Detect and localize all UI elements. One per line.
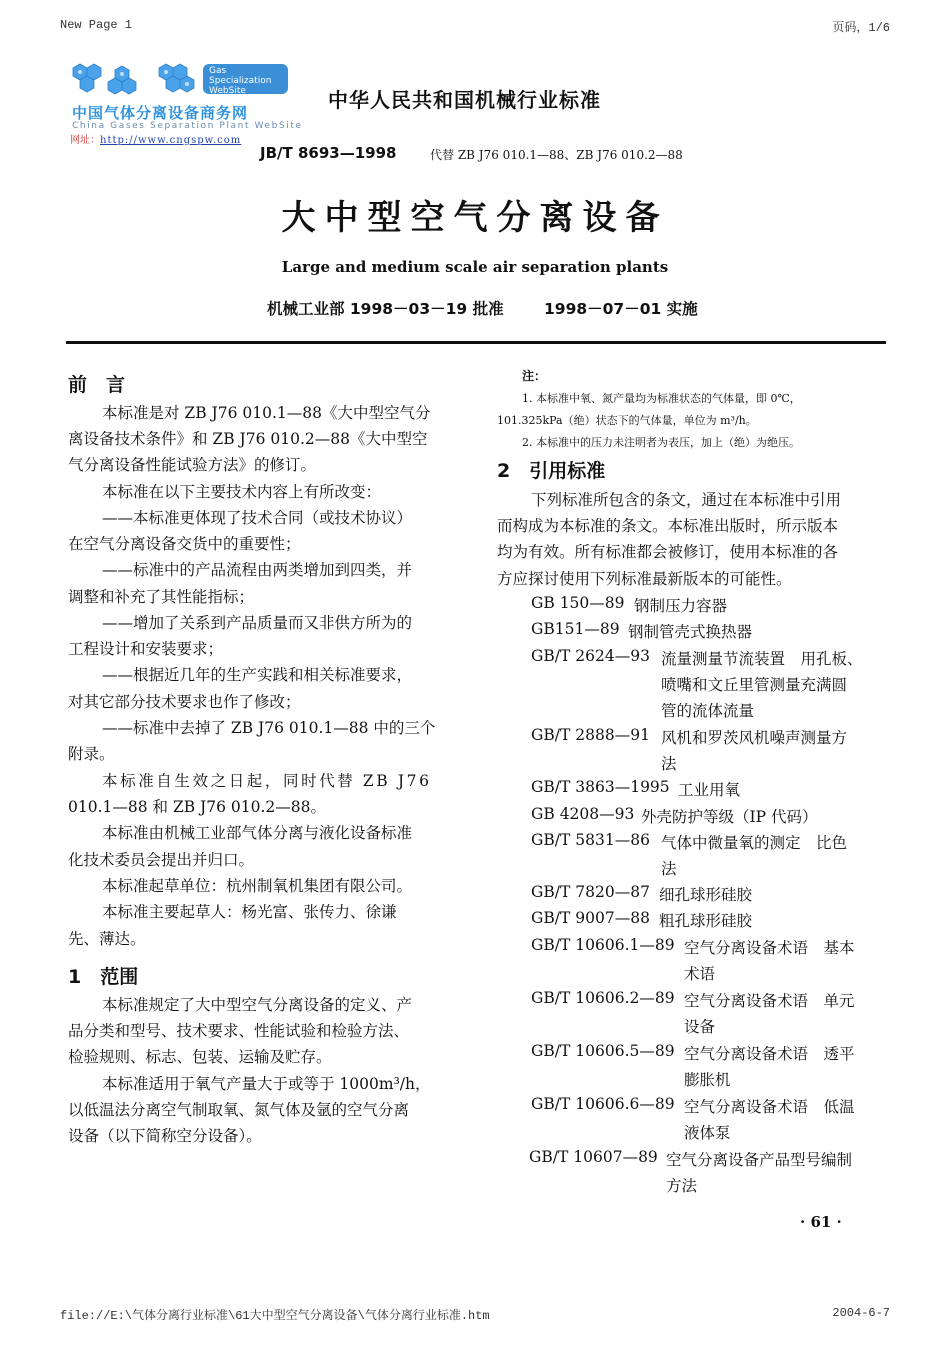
reference-title: 外壳防护等级（IP 代码） [641, 808, 818, 826]
reference-code: GB/T 2888—91 [531, 726, 650, 744]
foreword-line: 本标准在以下主要技术内容上有所改变： [102, 483, 382, 501]
approval-date: 机械工业部 1998－03－19 批准 [267, 300, 504, 318]
print-file-path: file://E:\气体分离行业标准\61大中型空气分离设备\气体分离行业标准.htm [60, 1309, 490, 1323]
replaces-note: 代替 ZB J76 010.1—88、ZB J76 010.2—88 [430, 148, 683, 162]
foreword-line: 本标准主要起草人：杨光富、张传力、徐谦 [102, 903, 397, 921]
reference-title: 法 [661, 755, 677, 773]
foreword-line: 气分离设备性能试验方法》的修订。 [68, 456, 317, 474]
foreword-line: 本标准自生效之日起，同时代替 ZB J76 [102, 772, 432, 790]
page-footer-number: · 61 · [800, 1213, 842, 1231]
scope-line: 检验规则、标志、包装、运输及贮存。 [68, 1048, 332, 1066]
gas-specialization-badge [203, 64, 288, 94]
note-line-2: 101.325kPa（绝）状态下的气体量，单位为 m³/h。 [497, 414, 757, 427]
foreword-line: ——根据近几年的生产实践和相关标准要求， [102, 666, 413, 684]
foreword-line: ——标准中的产品流程由两类增加到四类，并 [102, 561, 413, 579]
reference-code: GB/T 10606.2—89 [531, 989, 675, 1007]
references-heading: 2 引用标准 [497, 460, 606, 482]
foreword-line: 附录。 [68, 745, 115, 763]
reference-title: 膨胀机 [684, 1071, 731, 1089]
reference-title: 喷嘴和文丘里管测量充满圆 [661, 676, 848, 694]
print-date: 2004-6-7 [832, 1306, 890, 1320]
reference-code: GB/T 10606.5—89 [531, 1042, 675, 1060]
reference-code: GB151—89 [531, 620, 620, 638]
reference-title: 气体中微量氧的测定 比色 [661, 834, 848, 852]
foreword-body [0, 400, 475, 960]
reference-code: GB/T 10606.1—89 [531, 936, 675, 954]
foreword-line: ——增加了关系到产品质量而又非供方所为的 [102, 614, 413, 632]
reference-title: 方法 [666, 1177, 698, 1195]
references-intro-line: 而构成为本标准的条文。本标准出版时，所示版本 [497, 517, 839, 535]
reference-code: GB/T 7820—87 [531, 883, 650, 901]
reference-title: 风机和罗茨风机噪声测量方 [661, 729, 848, 747]
foreword-line: 调整和补充了其性能指标； [68, 588, 255, 606]
logo-english-name: China Gases Separation Plant WebSite [72, 121, 303, 131]
standard-number: JB/T 8693—1998 [260, 144, 397, 162]
print-page-number: 页码，1/6 [832, 21, 890, 35]
foreword-line: 010.1—88 和 ZB J76 010.2—88。 [68, 798, 326, 816]
reference-title: 细孔球形硅胶 [659, 886, 753, 904]
hexagon-cluster-icon [70, 62, 210, 100]
foreword-line: 在空气分离设备交货中的重要性； [68, 535, 301, 553]
notes-label: 注： [522, 369, 547, 383]
scope-line: 本标准规定了大中型空气分离设备的定义、产 [102, 996, 413, 1014]
reference-title: 液体泵 [684, 1124, 731, 1142]
note-line-3: 2. 本标准中的压力未注明者为表压，加上（绝）为绝压。 [522, 436, 800, 449]
header-rule [66, 341, 886, 344]
print-page-title: New Page 1 [60, 18, 133, 32]
foreword-line: 离设备技术条件》和 ZB J76 010.2—88《大中型空 [68, 430, 428, 448]
reference-title: 法 [661, 860, 677, 878]
reference-title: 钢制压力容器 [634, 597, 728, 615]
reference-code: GB/T 2624—93 [531, 647, 650, 665]
reference-title: 设备 [684, 1018, 716, 1036]
reference-title: 术语 [684, 965, 716, 983]
reference-code: GB/T 10607—89 [529, 1148, 658, 1166]
foreword-line: 对其它部分技术要求也作了修改； [68, 693, 301, 711]
effective-date: 1998－07－01 实施 [544, 300, 698, 318]
reference-code: GB/T 5831—86 [531, 831, 650, 849]
reference-title: 钢制管壳式换热器 [628, 623, 753, 641]
reference-code: GB/T 9007—88 [531, 909, 650, 927]
site-logo [68, 60, 303, 146]
badge-line-2: Specialization [209, 76, 272, 86]
reference-title: 流量测量节流装置 用孔板、 [661, 650, 863, 668]
references-intro [0, 487, 950, 597]
scope-line: 品分类和型号、技术要求、性能试验和检验方法、 [68, 1022, 410, 1040]
foreword-line: 化技术委员会提出并归口。 [68, 851, 255, 869]
badge-line-3: WebSite [209, 86, 246, 96]
foreword-line: 先、薄达。 [68, 930, 146, 948]
reference-title: 空气分离设备术语 基本 [684, 939, 855, 957]
foreword-heading: 前 言 [68, 374, 126, 396]
reference-title: 空气分离设备术语 单元 [684, 992, 855, 1010]
reference-title: 工业用氧 [678, 781, 741, 799]
scope-line: 以低温法分离空气制取氧、氮气体及氩的空气分离 [68, 1101, 410, 1119]
reference-code: GB/T 3863—1995 [531, 778, 670, 796]
reference-title: 粗孔球形硅胶 [659, 912, 753, 930]
reference-title: 空气分离设备术语 透平 [684, 1045, 855, 1063]
reference-title: 空气分离设备术语 低温 [684, 1098, 855, 1116]
url-label: 网址： [70, 135, 100, 146]
note-line-1: 1. 本标准中氧、氮产量均为标准状态的气体量，即 0℃， [522, 392, 801, 405]
badge-line-1: Gas [209, 66, 227, 76]
scope-heading: 1 范围 [68, 966, 139, 988]
reference-title: 管的流体流量 [661, 702, 755, 720]
site-url-link[interactable]: http://www.cngspw.com [100, 135, 242, 146]
reference-title: 空气分离设备产品型号编制 [666, 1151, 853, 1169]
logo-url-line [70, 131, 241, 146]
foreword-line: 本标准由机械工业部气体分离与液化设备标准 [102, 824, 413, 842]
references-intro-line: 下列标准所包含的条文，通过在本标准中引用 [531, 491, 842, 509]
foreword-line: ——本标准更体现了技术合同（或技术协议） [102, 509, 413, 527]
scope-line: 本标准适用于氧气产量大于或等于 1000m³/h， [102, 1075, 431, 1093]
foreword-line: 本标准起草单位：杭州制氧机集团有限公司。 [102, 877, 413, 895]
reference-code: GB/T 10606.6—89 [531, 1095, 675, 1113]
references-intro-line: 方应探讨使用下列标准最新版本的可能性。 [497, 570, 792, 588]
standard-body: 中华人民共和国机械行业标准 [328, 88, 601, 112]
scope-line: 设备（以下简称空分设备）。 [68, 1127, 262, 1145]
foreword-line: ——标准中去掉了 ZB J76 010.1—88 中的三个 [102, 719, 436, 737]
english-title: Large and medium scale air separation plants [281, 258, 669, 276]
foreword-line: 本标准是对 ZB J76 010.1—88《大中型空气分 [102, 404, 431, 422]
reference-code: GB 4208—93 [531, 805, 635, 823]
references-intro-line: 均为有效。所有标准都会被修订，使用本标准的各 [497, 543, 839, 561]
document-title: 大中型空气分离设备 [281, 198, 669, 238]
reference-code: GB 150—89 [531, 594, 625, 612]
scope-body [0, 992, 475, 1162]
foreword-line: 工程设计和安装要求； [68, 640, 224, 658]
logo-chinese-name: 中国气体分离设备商务网 [72, 104, 249, 122]
